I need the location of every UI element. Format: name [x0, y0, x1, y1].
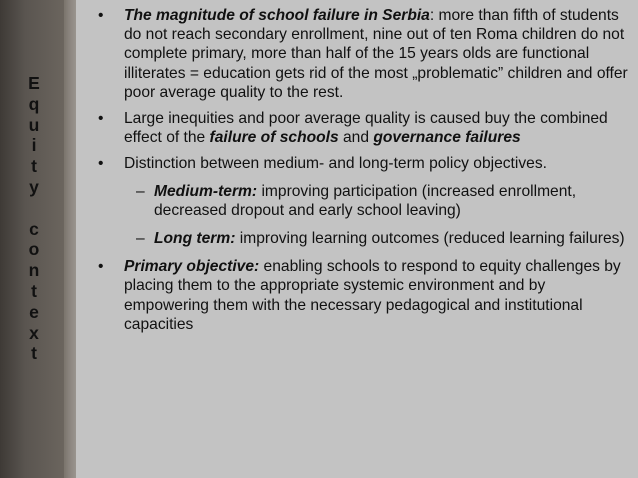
sidebar-edge [64, 0, 76, 478]
bullet-text: Distinction between medium- and long-term policy objectives. [124, 155, 547, 173]
sub-bullet-text: improving participation (increased enrollment, decreased dropout and early school leaving) [154, 182, 577, 219]
sub-bullet-list [124, 182, 630, 249]
slide-content [82, 6, 630, 341]
sub-bullet-text: improving learning outcomes (reduced learning failures) [235, 230, 625, 248]
title-letter: c [29, 218, 39, 239]
dash-icon: – [136, 182, 145, 200]
sub-bullet-long-term [124, 229, 630, 248]
title-letter: o [28, 239, 40, 260]
bullet-item-inequities [82, 109, 630, 147]
dash-icon: – [136, 230, 145, 248]
bullet-text: Large inequities and poor average quality is caused buy the combined effect of the [124, 110, 608, 147]
title-letter: t [31, 280, 37, 301]
bullet-text: and [338, 129, 374, 147]
title-letter: i [31, 135, 37, 156]
bullet-icon: • [98, 7, 104, 24]
title-letter: E [28, 73, 40, 93]
bullet-list [82, 6, 630, 334]
bullet-emphasis: The magnitude of school failure in Serbia [124, 7, 430, 24]
sub-bullet-medium-term [124, 182, 630, 220]
vertical-title [22, 73, 46, 364]
bullet-icon: • [98, 258, 104, 276]
title-letter: e [29, 301, 39, 322]
title-letter [22, 198, 46, 219]
bullet-emphasis: governance failures [373, 129, 521, 147]
bullet-icon: • [98, 110, 104, 128]
bullet-text: enabling schools to respond to equity challenges by placing them to the appropriate systemic environment and by empowering them with the necessary pedagogical and institutional capacities [124, 258, 621, 333]
title-letter: y [29, 176, 39, 197]
title-letter: n [28, 260, 40, 281]
bullet-item-school-failure [82, 6, 630, 102]
title-letter: q [28, 93, 40, 114]
title-letter: x [29, 322, 39, 343]
bullet-item-primary-objective [82, 257, 630, 334]
bullet-text: : more than fifth of students do not reach secondary enrollment, nine out of ten Roma children do not complete primary, more than half of the 15 years olds are functional illiterates = education gets rid of the most „problematic” children and offer poor average quality to the rest. [124, 7, 628, 101]
bullet-emphasis: Primary objective: [124, 258, 260, 276]
title-letter: t [31, 156, 37, 177]
title-letter: t [31, 343, 37, 364]
sub-bullet-emphasis: Medium-term: [154, 182, 258, 200]
sub-bullet-emphasis: Long term: [154, 230, 236, 248]
bullet-emphasis: failure of schools [209, 129, 339, 147]
title-letter: u [28, 114, 40, 135]
bullet-item-policy-objectives [82, 154, 630, 248]
bullet-icon: • [98, 155, 104, 173]
